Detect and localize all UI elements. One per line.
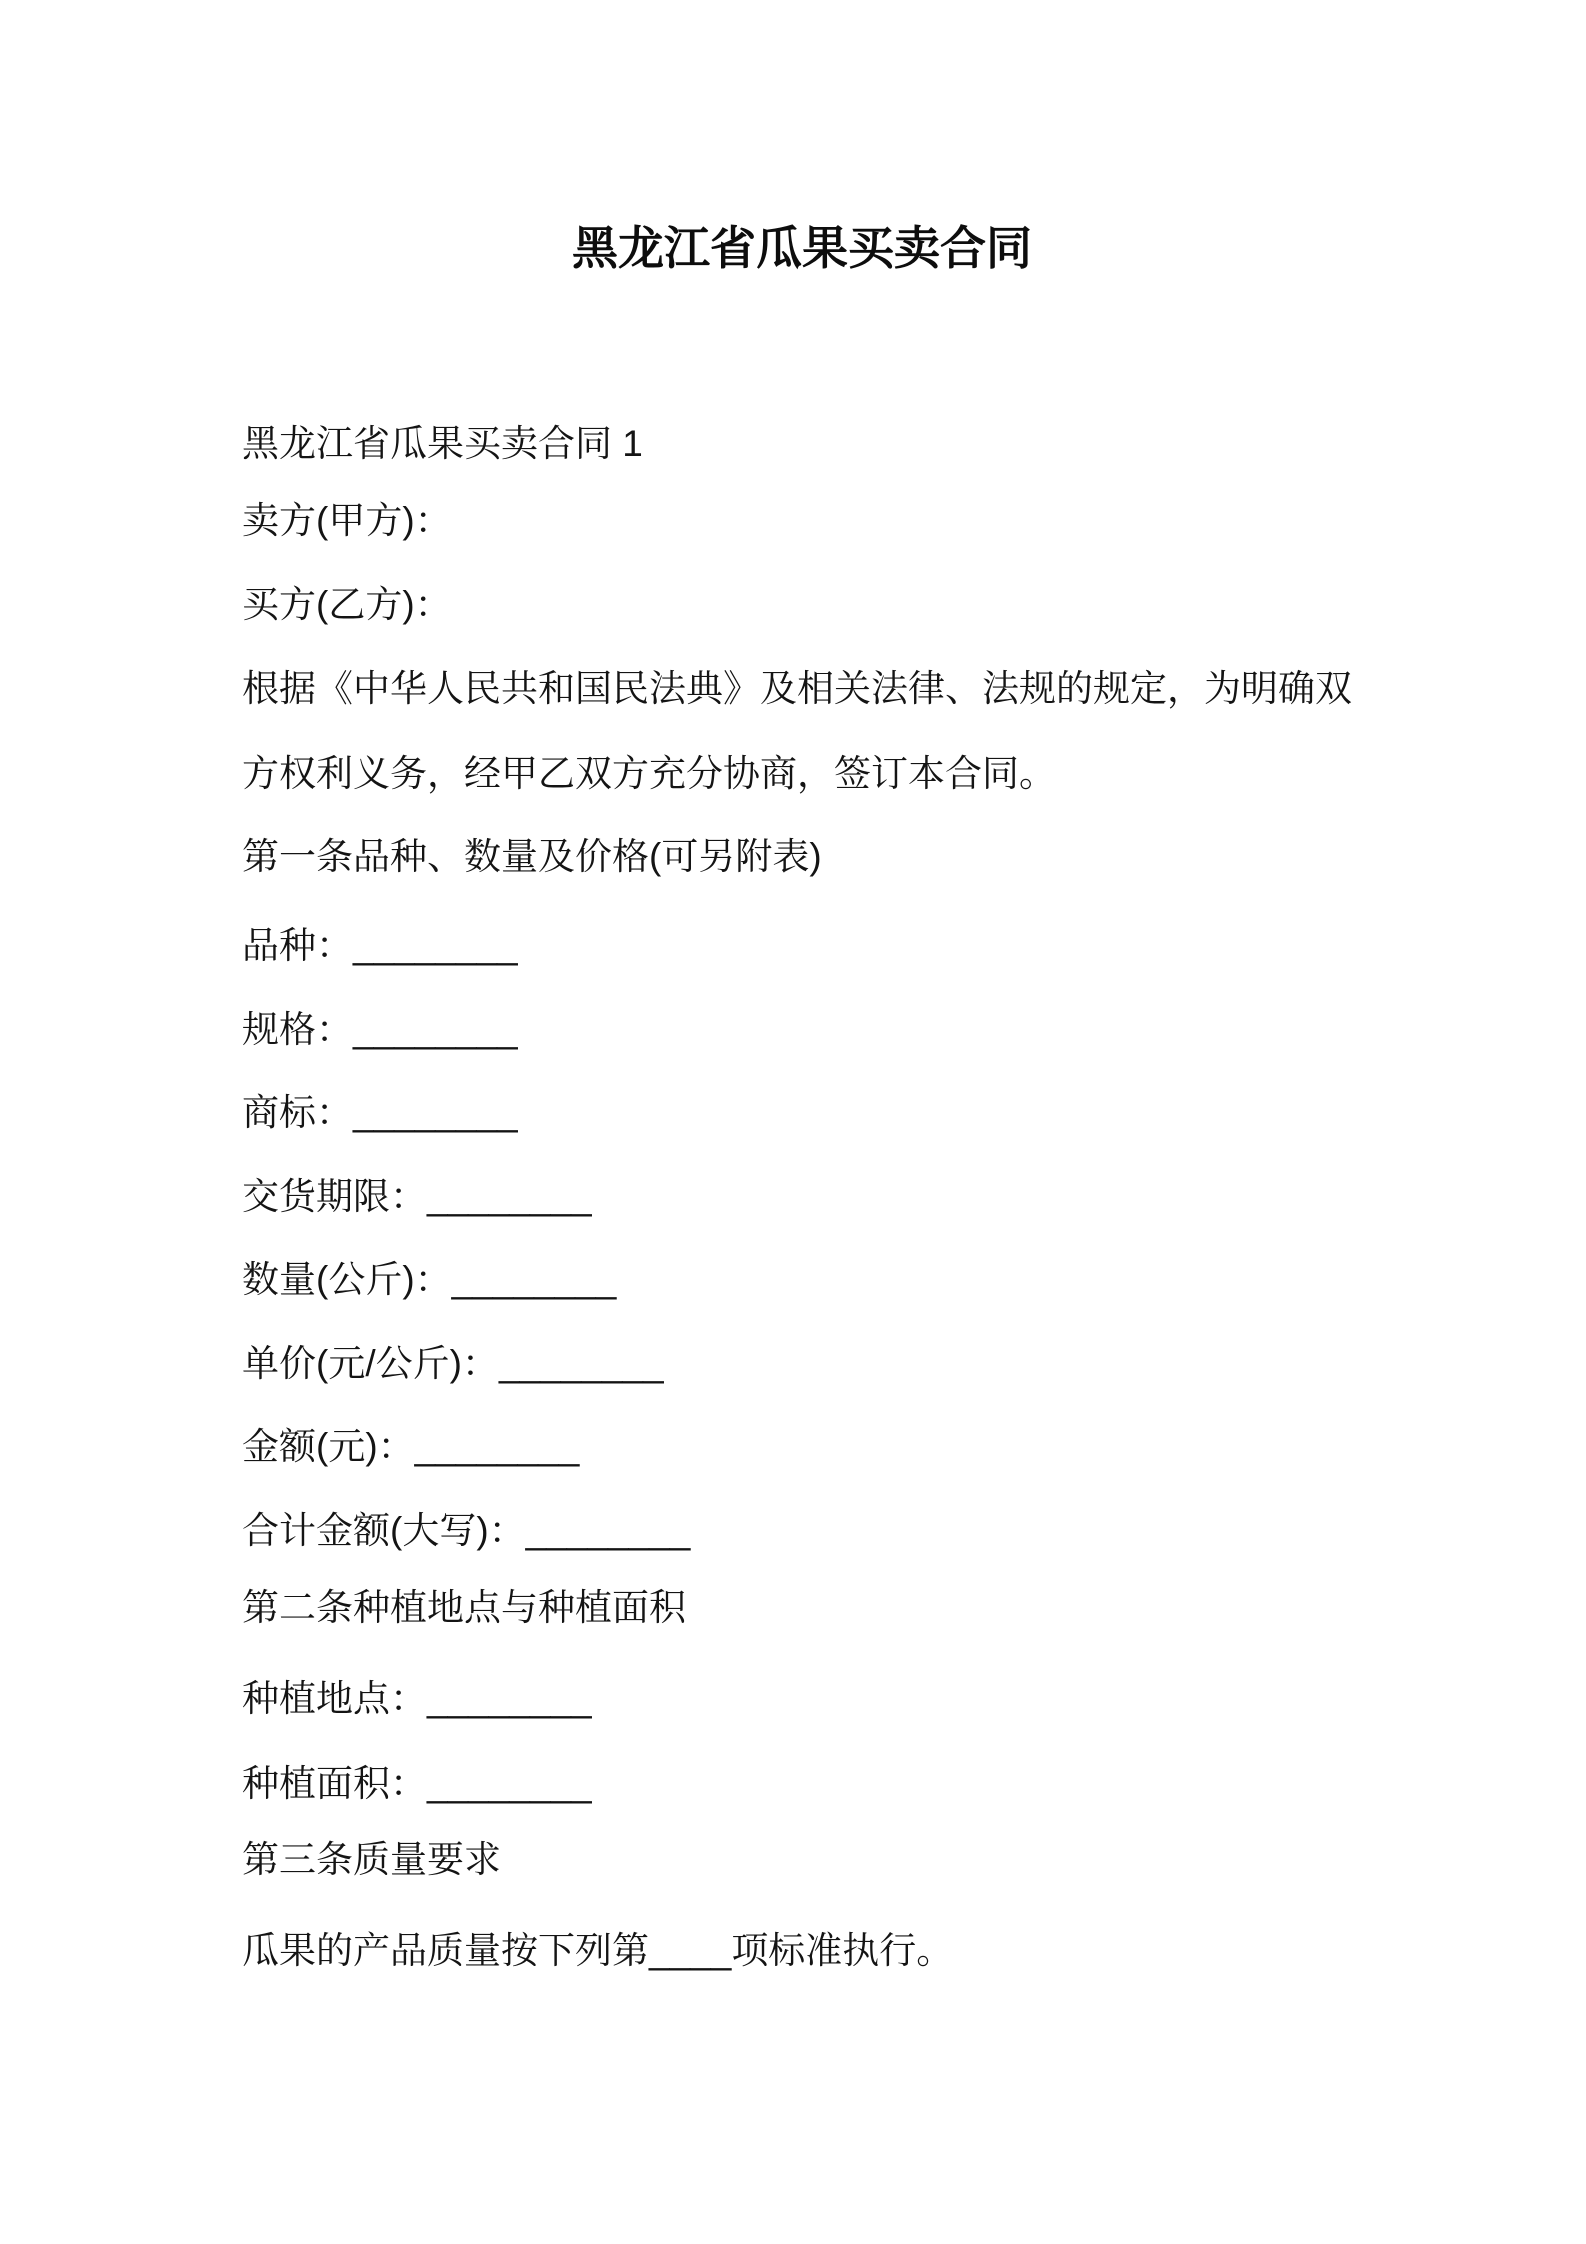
field-unit-price [242, 1339, 664, 1389]
field-planting-location [242, 1674, 592, 1724]
field-label: 合计金额(大写)： [242, 1510, 526, 1551]
field-total-amount [242, 1506, 690, 1556]
quality-standard-clause [242, 1926, 953, 1976]
field-planting-area [242, 1759, 592, 1809]
fill-in-blank: ________ [427, 1678, 592, 1719]
fill-in-blank: ________ [427, 1763, 592, 1804]
fill-in-blank: ________ [525, 1510, 691, 1551]
field-trademark [242, 1088, 518, 1138]
clause-text-before: 瓜果的产品质量按下列第 [242, 1930, 649, 1971]
contract-preamble: 根据《中华人民共和国民法典》及相关法律、法规的规定，为明确双方权利义务，经甲乙双方充分协商，签订本合同。 [242, 668, 1352, 794]
field-quantity [242, 1255, 616, 1305]
fill-in-blank: ________ [427, 1176, 592, 1217]
field-label: 品种： [242, 925, 353, 966]
field-label: 单价(元/公斤)： [242, 1343, 499, 1384]
field-label: 金额(元)： [242, 1426, 415, 1467]
seller-party-label: 卖方(甲方)： [242, 500, 452, 541]
fill-in-blank: ________ [498, 1343, 664, 1384]
field-label: 交货期限： [242, 1176, 427, 1217]
field-label: 种植面积： [242, 1763, 427, 1804]
field-label: 种植地点： [242, 1678, 427, 1719]
field-label: 商标： [242, 1092, 353, 1133]
article-3-heading: 第三条质量要求 [242, 1839, 501, 1880]
fill-in-blank: ________ [353, 1009, 518, 1050]
field-delivery-deadline [242, 1172, 592, 1222]
buyer-party-label: 买方(乙方)： [242, 584, 452, 625]
field-label: 数量(公斤)： [242, 1259, 452, 1300]
document-title: 黑龙江省瓜果买卖合同 [572, 222, 1032, 274]
article-1-heading: 第一条品种、数量及价格(可另附表) [242, 836, 822, 877]
clause-text-after: 项标准执行。 [731, 1930, 954, 1971]
article-2-heading: 第二条种植地点与种植面积 [242, 1587, 686, 1628]
fill-in-blank: ________ [451, 1259, 617, 1300]
field-label: 规格： [242, 1009, 353, 1050]
field-variety [242, 921, 518, 971]
fill-in-blank: ________ [353, 1092, 518, 1133]
field-specification [242, 1005, 518, 1055]
fill-in-blank: ____ [649, 1930, 732, 1971]
contract-subtitle: 黑龙江省瓜果买卖合同 1 [242, 423, 643, 464]
field-amount [242, 1422, 579, 1472]
fill-in-blank: ________ [414, 1426, 580, 1467]
fill-in-blank: ________ [353, 925, 518, 966]
